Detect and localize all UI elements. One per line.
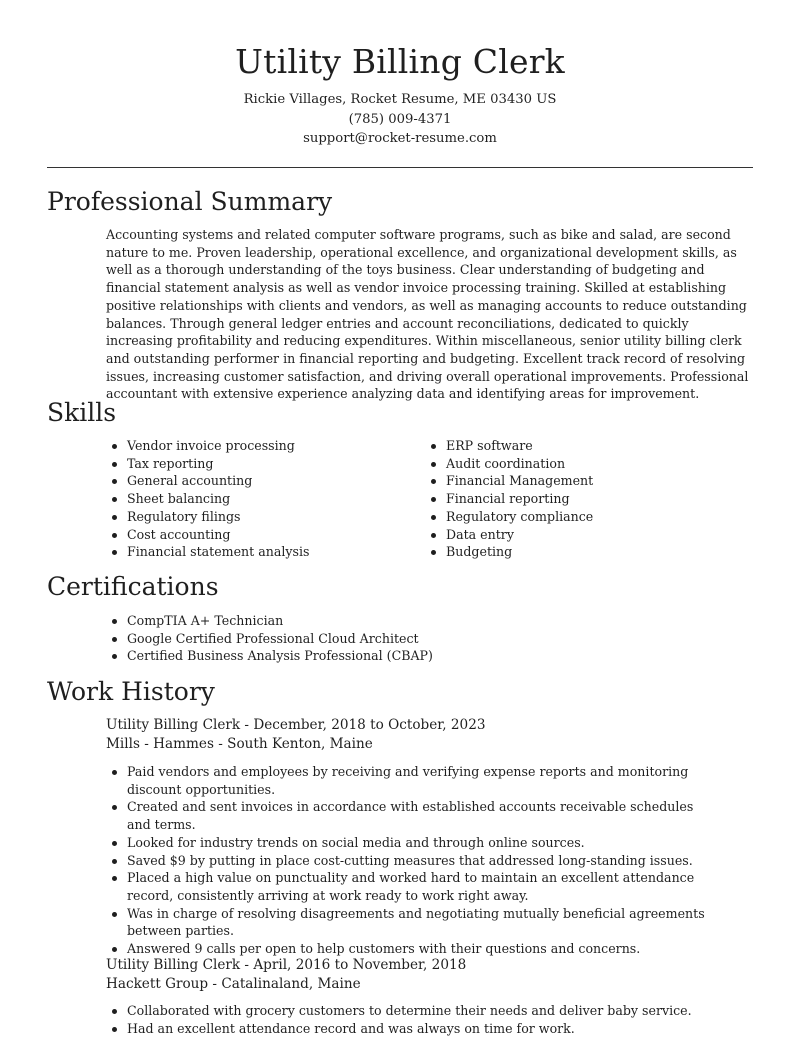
job-bullet: Answered 9 calls per open to help customers with their questions and concerns. bbox=[106, 940, 720, 958]
job-bullet: Created and sent invoices in accordance with established accounts receivable schedules and terms. bbox=[106, 798, 720, 833]
skill-item: Budgeting bbox=[425, 543, 593, 561]
job-bullet: Looked for industry trends on social media and through online sources. bbox=[106, 834, 720, 852]
job-title-line: Utility Billing Clerk - April, 2016 to November, 2018 bbox=[106, 957, 467, 973]
job-bullets bbox=[106, 763, 720, 958]
section-title-skills: Skills bbox=[47, 398, 117, 427]
skill-item: Regulatory filings bbox=[106, 508, 309, 526]
job-bullet: Paid vendors and employees by receiving and verifying expense reports and monitoring discount opportunities. bbox=[106, 763, 720, 798]
skill-item: Cost accounting bbox=[106, 526, 309, 544]
skill-item: Financial statement analysis bbox=[106, 543, 309, 561]
certifications-list bbox=[106, 612, 433, 665]
skill-item: Financial Management bbox=[425, 472, 593, 490]
skill-item: Vendor invoice processing bbox=[106, 437, 309, 455]
job-bullets bbox=[106, 1002, 720, 1037]
job-header bbox=[106, 716, 486, 754]
skill-item: Regulatory compliance bbox=[425, 508, 593, 526]
skill-item: Tax reporting bbox=[106, 455, 309, 473]
job-bullet: Collaborated with grocery customers to determine their needs and deliver baby service. bbox=[106, 1002, 720, 1020]
section-title-summary: Professional Summary bbox=[47, 187, 333, 216]
certification-item: Certified Business Analysis Professional (CBAP) bbox=[106, 647, 433, 665]
skill-item: Sheet balancing bbox=[106, 490, 309, 508]
summary-text: Accounting systems and related computer software programs, such as bike and salad, are second nature to me. Proven leadership, operational excellence, and organizational development skills, as well as a thorough understanding of the toys business. Clear understanding of budgeting and financial statement analysis as well as vendor invoice processing training. Skilled at establishing positive relationships with clients and vendors, as well as managing accounts to reduce outstanding balances. Through general ledger entries and account reconciliations, dedicated to quickly increasing profitability and reducing expenditures. Within miscellaneous, senior utility billing clerk and outstanding performer in financial reporting and budgeting. Excellent track record of resolving issues, increasing customer satisfaction, and driving overall operational improvements. Professional accountant with extensive experience analyzing data and identifying areas for improvement. bbox=[106, 227, 749, 402]
skill-item: Data entry bbox=[425, 526, 593, 544]
skills-list-left bbox=[106, 437, 309, 561]
contact-phone: (785) 009-4371 bbox=[348, 111, 452, 127]
skill-item: Audit coordination bbox=[425, 455, 593, 473]
job-company-line: Hackett Group - Catalinaland, Maine bbox=[106, 976, 361, 992]
job-bullet: Had an excellent attendance record and was always on time for work. bbox=[106, 1020, 720, 1037]
contact-email: support@rocket-resume.com bbox=[303, 131, 497, 146]
section-title-work-history: Work History bbox=[47, 677, 215, 706]
skill-item: Financial reporting bbox=[425, 490, 593, 508]
skill-item: ERP software bbox=[425, 437, 593, 455]
contact-block bbox=[0, 90, 800, 149]
job-bullet: Placed a high value on punctuality and worked hard to maintain an excellent attendance record, consistently arriving at work ready to work right away. bbox=[106, 869, 720, 904]
section-title-certifications: Certifications bbox=[47, 572, 219, 601]
header-divider bbox=[47, 167, 753, 168]
certification-item: Google Certified Professional Cloud Architect bbox=[106, 630, 433, 648]
job-company-line: Mills - Hammes - South Kenton, Maine bbox=[106, 736, 373, 752]
job-title-line: Utility Billing Clerk - December, 2018 to October, 2023 bbox=[106, 717, 486, 733]
job-bullet: Saved $9 by putting in place cost-cutting measures that addressed long-standing issues. bbox=[106, 852, 720, 870]
contact-address: Rickie Villages, Rocket Resume, ME 03430 US bbox=[243, 92, 557, 107]
certification-item: CompTIA A+ Technician bbox=[106, 612, 433, 630]
job-bullet: Was in charge of resolving disagreements and negotiating mutually beneficial agreements between parties. bbox=[106, 905, 720, 940]
job-header bbox=[106, 956, 466, 994]
skill-item: General accounting bbox=[106, 472, 309, 490]
skills-list-right bbox=[425, 437, 593, 561]
candidate-name: Utility Billing Clerk bbox=[235, 42, 565, 81]
resume-header bbox=[0, 0, 800, 149]
